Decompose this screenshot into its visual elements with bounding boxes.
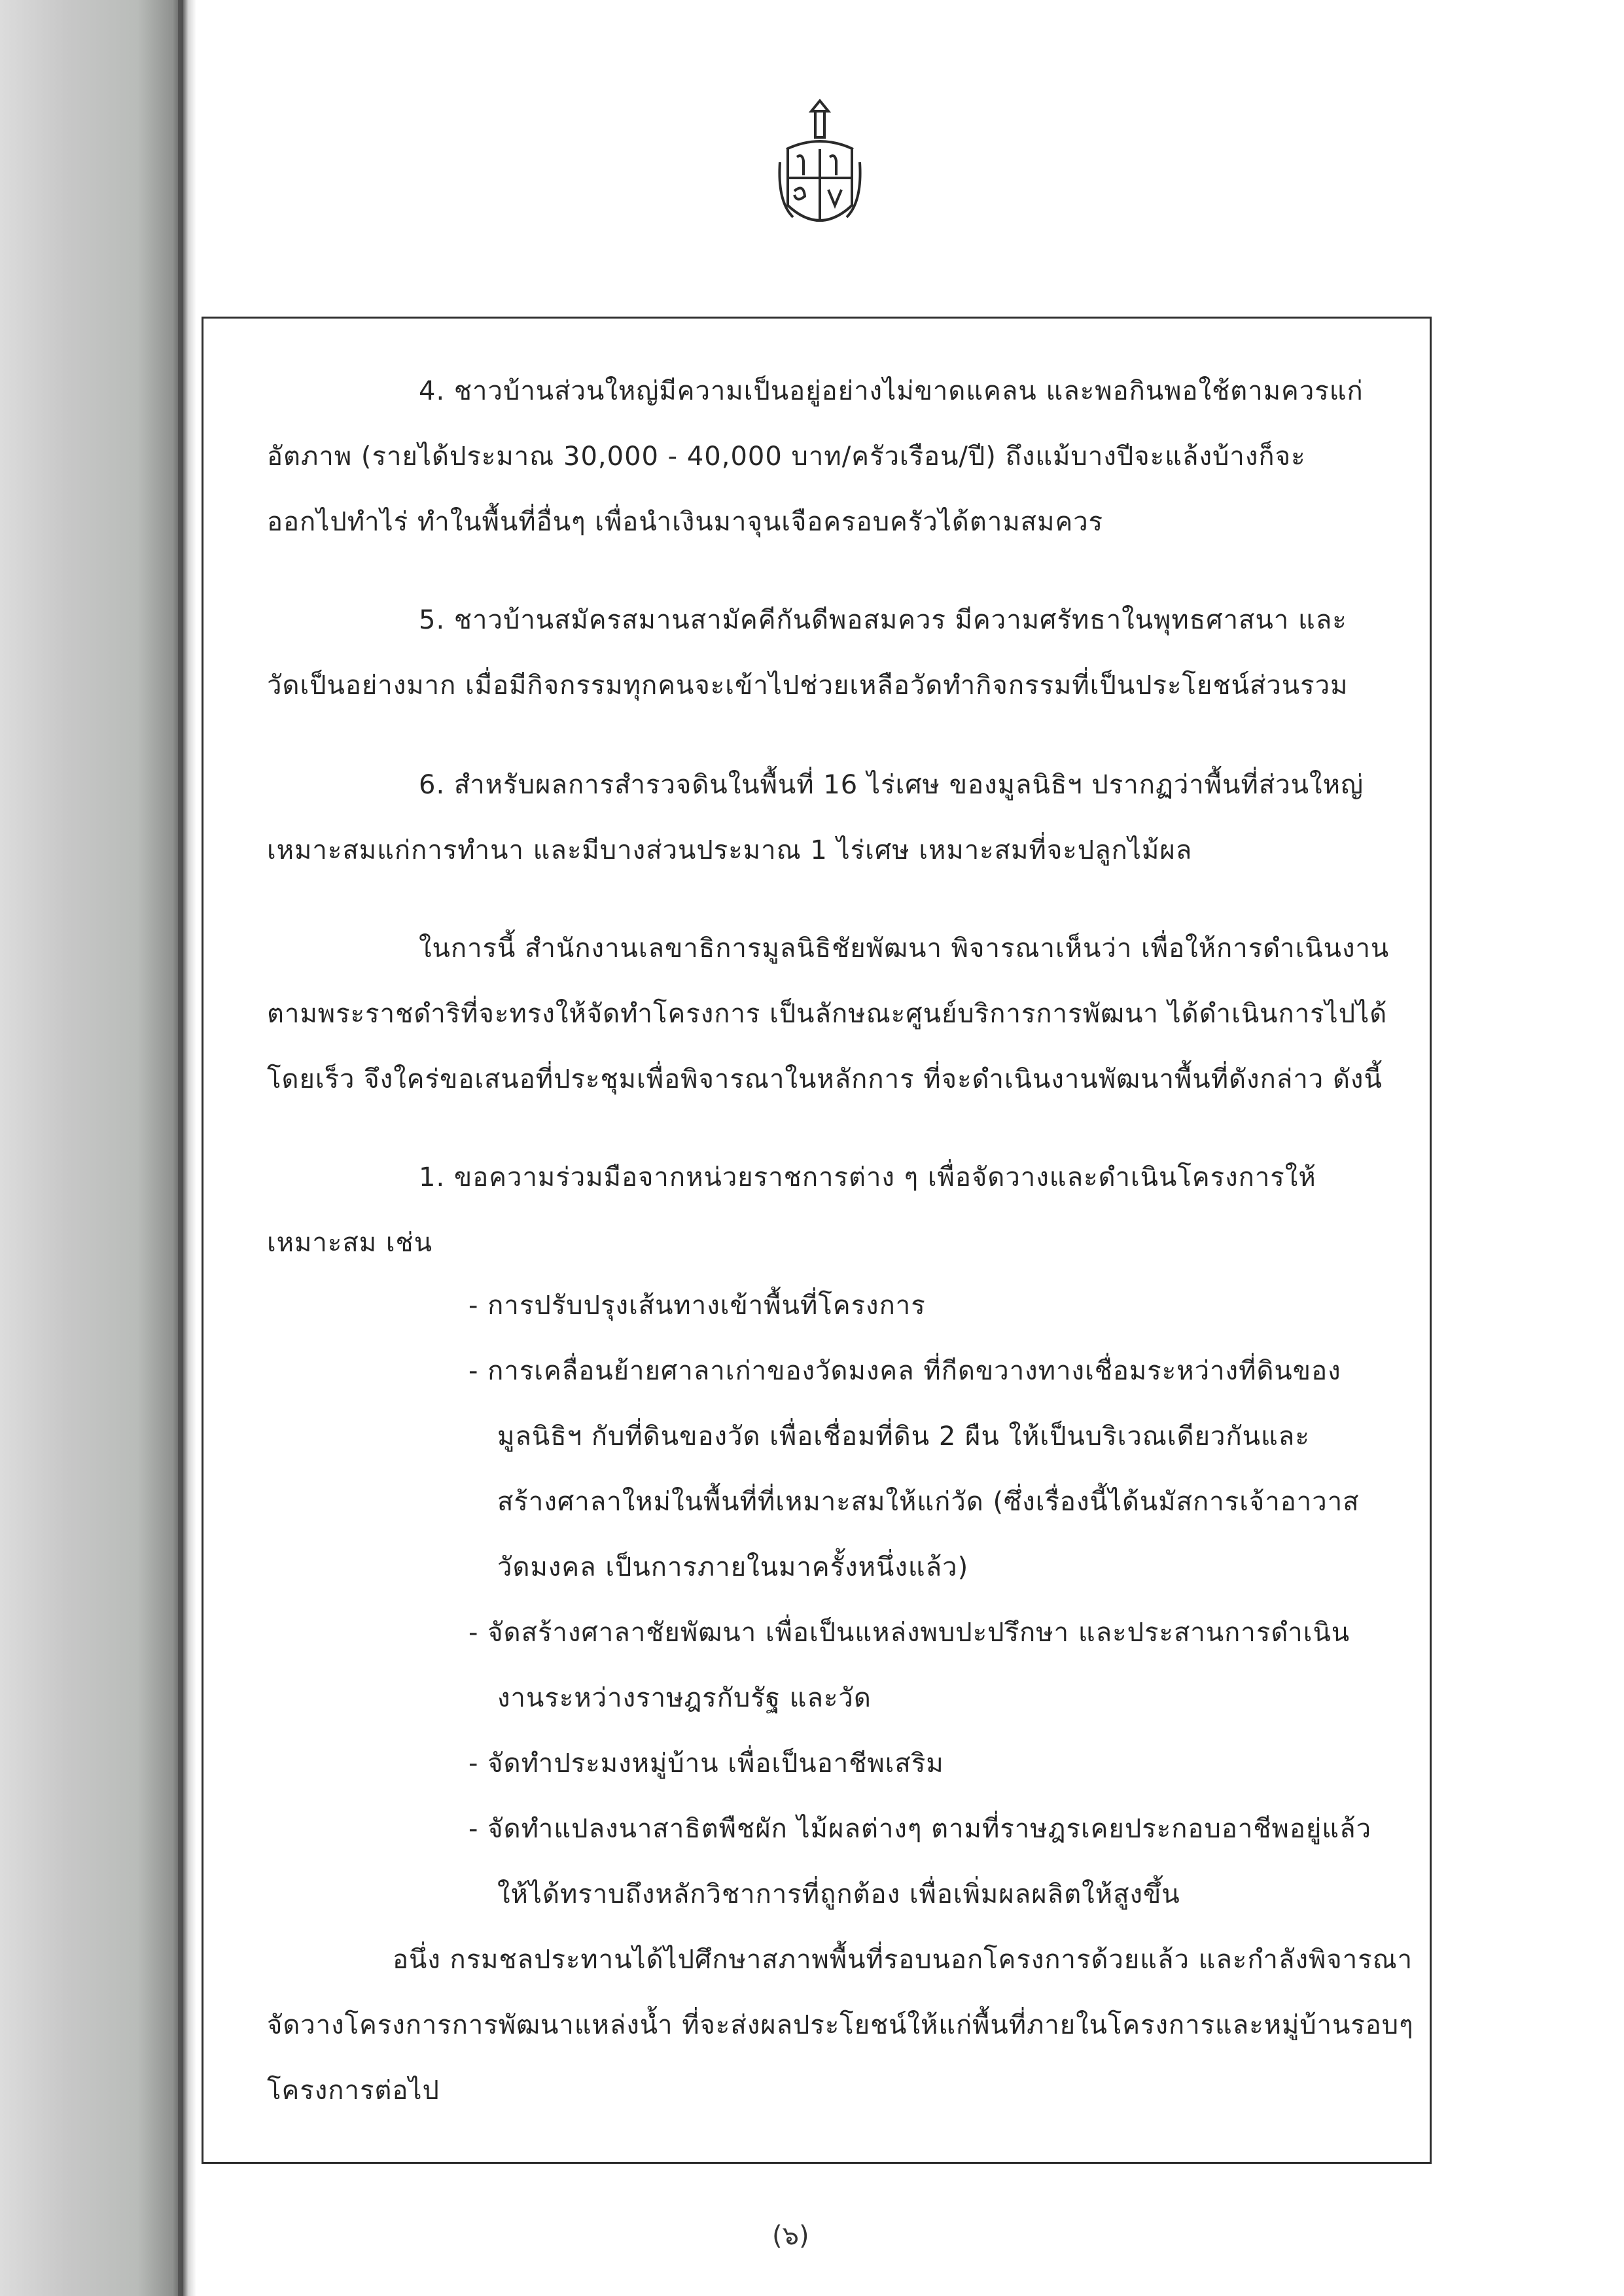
- item-1-line-1: 1. ขอความร่วมมือจากหน่วยราชการต่าง ๆ เพื่อจัดวางและดำเนินโครงการให้: [419, 1162, 1316, 1192]
- closing-line-1: อนึ่ง กรมชลประทานได้ไปศึกษาสภาพพื้นที่รอบนอกโครงการด้วยแล้ว และกำลังพิจารณา: [393, 1945, 1413, 1975]
- closing-line-3: โครงการต่อไป: [267, 2076, 440, 2106]
- bullet-pavilion-line-4: วัดมงคล เป็นการภายในมาครั้งหนึ่งแล้ว): [497, 1552, 969, 1582]
- bullet-demo-plot-line-1: - จัดทำแปลงนาสาธิตพืชผัก ไม้ผลต่างๆ ตามที่ราษฎรเคยประกอบอาชีพอยู่แล้ว: [468, 1814, 1372, 1844]
- bullet-pavilion-line-3: สร้างศาลาใหม่ในพื้นที่ที่เหมาะสมให้แก่วัด (ซึ่งเรื่องนี้ได้นมัสการเจ้าอาวาส: [497, 1487, 1360, 1517]
- intro-line-1: ในการนี้ สำนักงานเลขาธิการมูลนิธิชัยพัฒนา พิจารณาเห็นว่า เพื่อให้การดำเนินงาน: [419, 933, 1390, 964]
- para-4-line-3: ออกไปทำไร่ ทำในพื้นที่อื่นๆ เพื่อนำเงินมาจุนเจือครอบครัวได้ตามสมควร: [267, 507, 1104, 537]
- bullet-demo-plot-line-2: ให้ได้ทราบถึงหลักวิชาการที่ถูกต้อง เพื่อเพิ่มผลผลิตให้สูงขึ้น: [497, 1879, 1180, 1909]
- bullet-pavilion-line-1: - การเคลื่อนย้ายศาลาเก่าของวัดมงคล ที่กีดขวางทางเชื่อมระหว่างที่ดินของ: [468, 1356, 1341, 1386]
- page-number: (๖): [772, 2221, 809, 2251]
- para-4-line-2: อัตภาพ (รายได้ประมาณ 30,000 - 40,000 บาท/ครัวเรือน/ปี) ถึงแม้บางปีจะแล้งบ้างก็จะ: [267, 442, 1306, 472]
- foundation-seal-icon: [777, 97, 862, 241]
- closing-line-2: จัดวางโครงการการพัฒนาแหล่งน้ำ ที่จะส่งผลประโยชน์ให้แก่พื้นที่ภายในโครงการและหมู่บ้านรอบๆ: [267, 2010, 1414, 2040]
- intro-line-2: ตามพระราชดำริที่จะทรงให้จัดทำโครงการ เป็นลักษณะศูนย์บริการการพัฒนา ได้ดำเนินการไปได้: [267, 999, 1388, 1029]
- bullet-pavilion-line-2: มูลนิธิฯ กับที่ดินของวัด เพื่อเชื่อมที่ดิน 2 ผืน ให้เป็นบริเวณเดียวกันและ: [497, 1421, 1310, 1452]
- para-6-line-2: เหมาะสมแก่การทำนา และมีบางส่วนประมาณ 1 ไร่เศษ เหมาะสมที่จะปลูกไม้ผล: [267, 835, 1193, 865]
- bullet-chaipattana-line-2: งานระหว่างราษฎรกับรัฐ และวัด: [497, 1683, 872, 1713]
- para-5-line-2: วัดเป็นอย่างมาก เมื่อมีกิจกรรมทุกคนจะเข้าไปช่วยเหลือวัดทำกิจกรรมที่เป็นประโยชน์ส่วนรวม: [267, 670, 1349, 701]
- scan-binding-edge: [0, 0, 196, 2296]
- bullet-road-line-1: - การปรับปรุงเส้นทางเข้าพื้นที่โครงการ: [468, 1291, 926, 1321]
- bullet-fishery-line-1: - จัดทำประมงหมู่บ้าน เพื่อเป็นอาชีพเสริม: [468, 1748, 944, 1779]
- para-6-line-1: 6. สำหรับผลการสำรวจดินในพื้นที่ 16 ไร่เศษ ของมูลนิธิฯ ปรากฏว่าพื้นที่ส่วนใหญ่: [419, 770, 1364, 800]
- intro-line-3: โดยเร็ว จึงใคร่ขอเสนอที่ประชุมเพื่อพิจารณาในหลักการ ที่จะดำเนินงานพัฒนาพื้นที่ดังกล่าว ดังนี้: [267, 1064, 1383, 1094]
- item-1-line-2: เหมาะสม เช่น: [267, 1228, 433, 1258]
- para-4-line-1: 4. ชาวบ้านส่วนใหญ่มีความเป็นอยู่อย่างไม่ขาดแคลน และพอกินพอใช้ตามควรแก่: [419, 376, 1364, 406]
- bullet-chaipattana-line-1: - จัดสร้างศาลาชัยพัฒนา เพื่อเป็นแหล่งพบปะปรึกษา และประสานการดำเนิน: [468, 1618, 1350, 1648]
- para-5-line-1: 5. ชาวบ้านสมัครสมานสามัคคีกันดีพอสมควร มีความศรัทธาในพุทธศาสนา และ: [419, 605, 1347, 635]
